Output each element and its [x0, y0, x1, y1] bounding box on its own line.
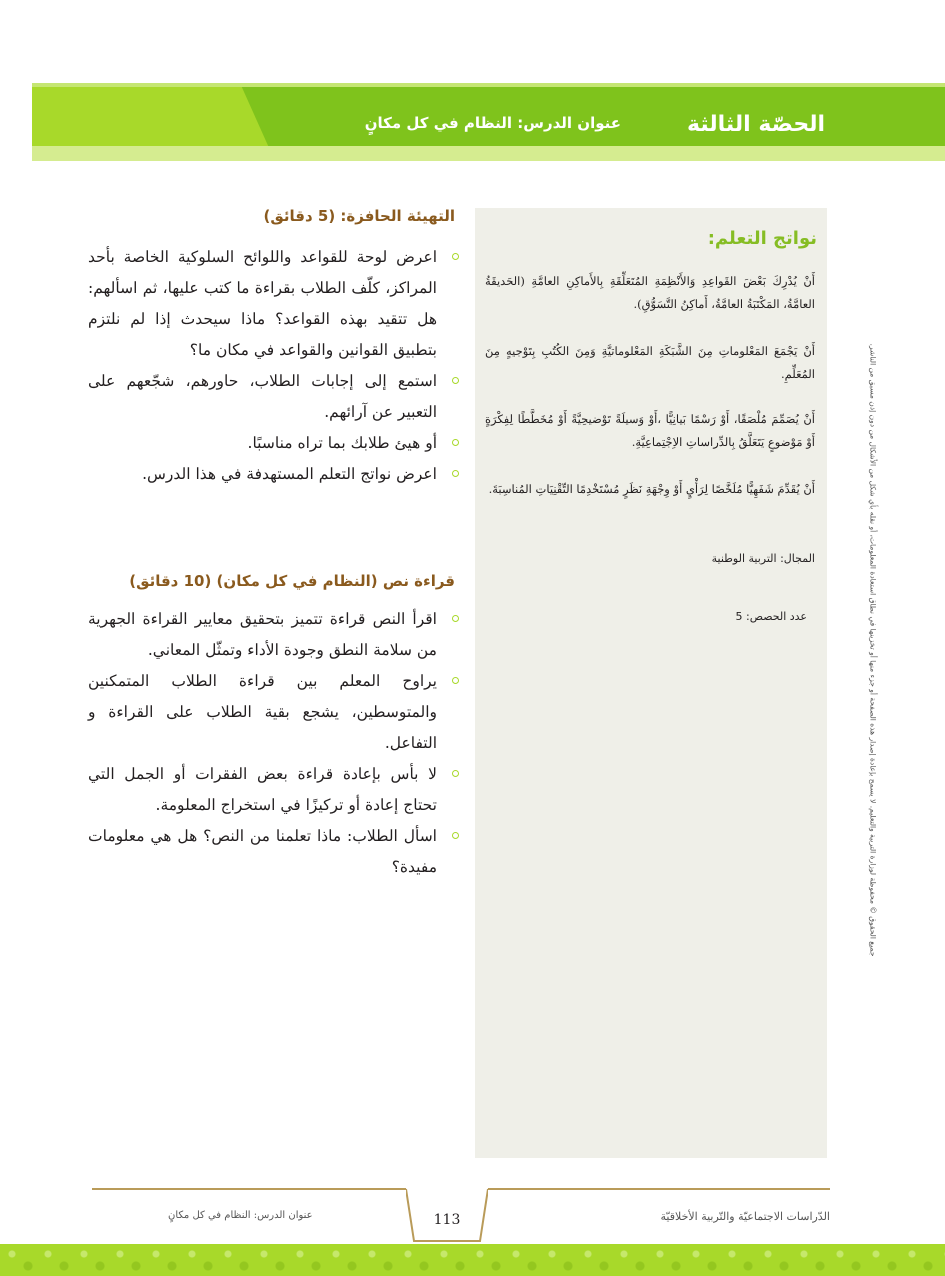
bullet-icon [452, 770, 459, 777]
outcome-1: أَنْ يُدْرِكَ بَعْضَ القَواعِدِ وَالأَنْظِمَةِ المُتَعَلِّقَةِ بِالأَماكِنِ العامَّةِ (الحَديقَةُ العامَّةُ، المَكْتَبَةُ العامَّةُ، أَماكِنُ التَّسَوُّقِ). [485, 274, 815, 311]
list-item [88, 821, 463, 883]
footer-book-title: الدّراسات الاجتماعيّة والتّربية الأخلاقيّة [660, 1210, 830, 1223]
lesson-number: الحصّة الثالثة [687, 112, 825, 137]
list-item [88, 666, 463, 759]
list-item [88, 459, 463, 490]
field-label: المجال: التربية الوطنية [711, 552, 815, 565]
list-item [88, 759, 463, 821]
bullet-icon [452, 253, 459, 260]
list-item [88, 366, 463, 428]
warmup-list [88, 242, 463, 490]
header-light-strip [32, 146, 945, 161]
bottom-decorative-band [0, 1244, 945, 1276]
list-item-text: اعرض نواتج التعلم المستهدفة في هذا الدرس. [142, 465, 437, 483]
periods-count: عدد الحصص: 5 [735, 610, 807, 623]
outcomes-heading: نواتج التعلم: [707, 228, 817, 249]
list-item [88, 242, 463, 366]
list-item-text: اسأل الطلاب: ماذا تعلمنا من النص؟ هل هي معلومات مفيدة؟ [88, 827, 437, 876]
lesson-title: عنوان الدرس: النظام في كل مكانٍ [364, 114, 621, 132]
footer-rule-left [92, 1188, 406, 1190]
page-number: 113 [433, 1212, 461, 1228]
copyright-note [868, 300, 878, 1000]
bullet-icon [452, 470, 459, 477]
header-top-line [32, 83, 945, 87]
reading-list [88, 604, 463, 883]
bullet-icon [452, 615, 459, 622]
learning-outcomes-panel [475, 208, 827, 1158]
list-item-text: اعرض لوحة للقواعد واللوائح السلوكية الخاصة بأحد المراكز، كلّف الطلاب بقراءة ما كتب عليها، ثم اسألهم: هل تتقيد بهذه القواعد؟ ماذا سيحدث إذا لم نلتزم بتطبيق القوانين والقواعد في مكان ما؟ [88, 248, 437, 359]
list-item [88, 604, 463, 666]
list-item-text: لا بأس بإعادة قراءة بعض الفقرات أو الجمل التي تحتاج إعادة أو تركيزًا في استخراج المعلومة. [88, 765, 437, 814]
warmup-heading: التهيئة الحافزة: (5 دقائق) [263, 207, 455, 225]
footer-lesson-title: عنوان الدرس: النظام في كل مكانٍ [168, 1210, 313, 1221]
outcome-4: أَنْ يُقَدِّمَ شَفَهِيًّا مُلَخَّصًا لِرَأْيٍ أَوْ وِجْهَةِ نَظَرٍ مُسْتَخْدِمًا التِّقْنِيَاتِ المُناسِبَةَ. [488, 482, 815, 496]
outcome-2: أَنْ يَجْمَعَ المَعْلوماتِ مِنَ الشَّبَكَةِ المَعْلوماتيَّةِ وَمِنَ الكُتُبِ بِتَوْجيهٍ مِنَ المُعَلِّمِ. [485, 344, 815, 381]
bullet-icon [452, 439, 459, 446]
bullet-icon [452, 832, 459, 839]
footer-rule-right [488, 1188, 830, 1190]
bullet-icon [452, 377, 459, 384]
reading-heading: قراءة نص (النظام في كل مكان) (10 دقائق) [129, 572, 455, 590]
list-item-text: يراوح المعلم بين قراءة الطلاب المتمكنين والمتوسطين، يشجع بقية الطلاب على القراءة و التفاعل. [88, 672, 437, 752]
copyright-text: جميع الحقوق © محفوظة لوزارة التربية والتعليم. لا يسمح بإعادة إصدار هذه الصفحة أو جزء منها أو تخزينها في نطاق استعادة المعلومات، أو نقله بأي شكل من الأشكال من دون إذن مسبق من الناشر. [868, 343, 878, 957]
bullet-icon [452, 677, 459, 684]
outcome-3: أَنْ يُصَمِّمَ مُلْصَقًا، أَوْ رَسْمًا بَيانِيًّا ،أَوْ وَسيلَةً تَوْضيحِيَّةً أَوْ مُخَطَّطًا لِفِكْرَةٍ أَوْ مَوْضوعٍ يَتَعَلَّقُ بِالدِّراساتِ الاِجْتِماعِيَّةِ. [485, 412, 815, 449]
list-item-text: اقرأ النص قراءة تتميز بتحقيق معايير القراءة الجهرية من سلامة النطق وجودة الأداء وتمثّل المعاني. [88, 610, 437, 659]
list-item [88, 428, 463, 459]
list-item-text: أو هيئ طلابك بما تراه مناسبًا. [247, 434, 437, 452]
list-item-text: استمع إلى إجابات الطلاب، حاورهم، شجّعهم على التعبير عن آرائهم. [88, 372, 437, 421]
